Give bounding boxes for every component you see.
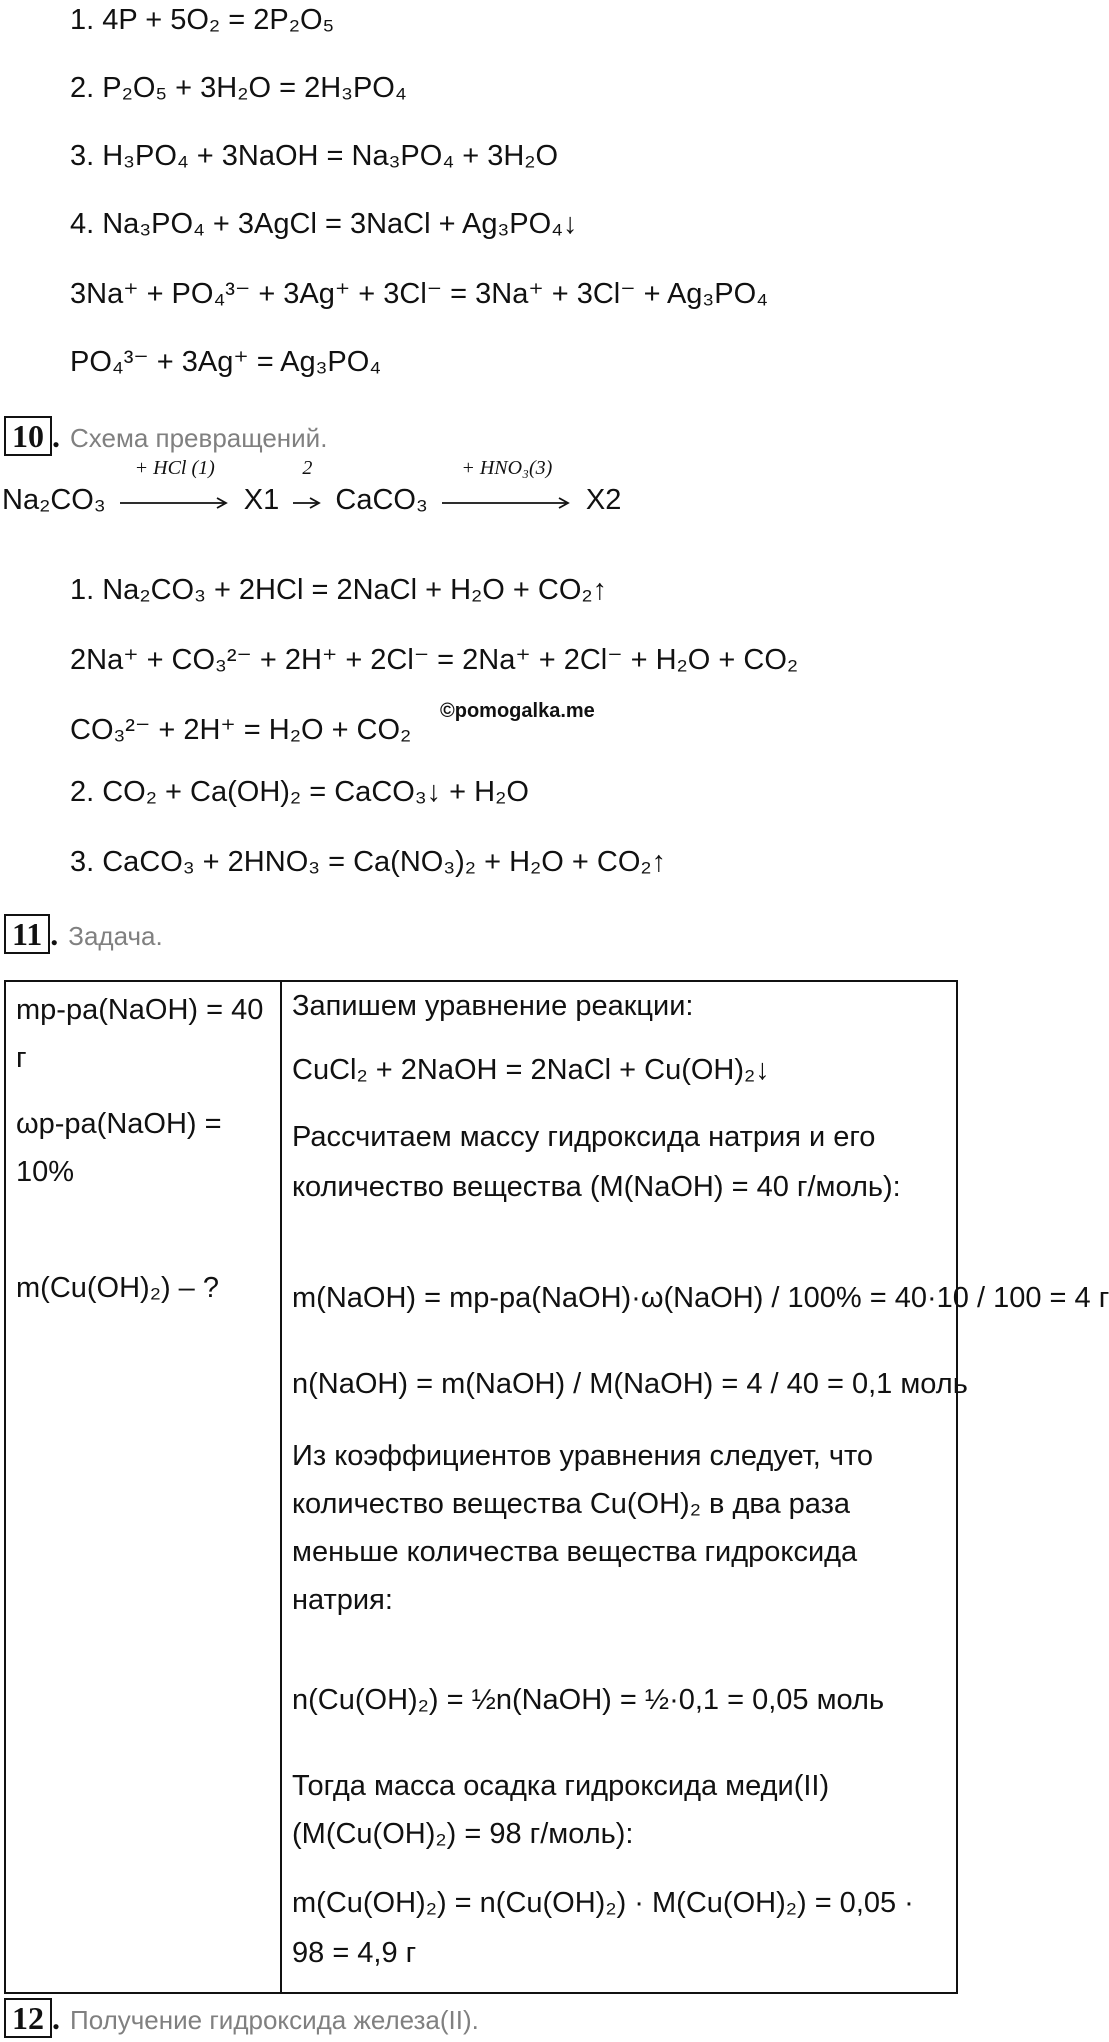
transformation-scheme [2, 456, 622, 518]
scheme-x2: X2 [585, 484, 622, 516]
scheme-x1: X1 [243, 484, 280, 516]
mass-calculation: m(NaOH) = mр-ра(NaOH)·ω(NaOH) / 100% = 40·10 / 100 = 4 г [292, 1282, 1109, 1314]
arrow-label: + HNO₃(3) [461, 456, 553, 479]
equation-line: 1. Na₂CO₃ + 2HCl = 2NaCl + H₂O + CO₂↑ [70, 574, 608, 606]
ionic-full-equation: 2Na⁺ + CO₃²⁻ + 2H⁺ + 2Cl⁻ = 2Na⁺ + 2Cl⁻ + H₂O + CO₂ [70, 644, 799, 676]
reaction-equation: CuCl₂ + 2NaOH = 2NaCl + Cu(OH)₂↓ [292, 1054, 770, 1086]
section-title: Схема превращений. [70, 423, 328, 453]
arrow-label: 2 [302, 456, 313, 479]
final-answer: m(Cu(OH)₂) = n(Cu(OH)₂) · M(Cu(OH)₂) = 0,05 · 98 = 4,9 г [292, 1887, 914, 1969]
given-column [5, 981, 281, 1993]
equation-line: 3. H₃PO₄ + 3NaOH = Na₃PO₄ + 3H₂O [70, 140, 559, 172]
section-number: 12 [4, 1998, 52, 2038]
equation-line: 2. P₂O₅ + 3H₂O = 2H₃PO₄ [70, 72, 407, 104]
section-title: Получение гидроксида железа(II). [70, 2005, 479, 2035]
find-value: m(Cu(OH)₂) – ? [16, 1272, 219, 1304]
arrow-label: + HCl (1) [134, 456, 215, 479]
mole-calculation: n(NaOH) = m(NaOH) / M(NaOH) = 4 / 40 = 0,1 моль [292, 1368, 968, 1400]
long-arrow-icon [120, 456, 230, 518]
solution-column [281, 981, 1109, 1993]
section-number: 11 [4, 914, 50, 954]
short-arrow-icon [293, 456, 321, 518]
ionic-full-equation: 3Na⁺ + PO₄³⁻ + 3Ag⁺ + 3Cl⁻ = 3Na⁺ + 3Cl⁻ + Ag₃PO₄ [70, 278, 768, 310]
solution-text: Из коэффициентов уравнения следует, что количество вещества Cu(OH)₂ в два раза меньше количества вещества гидроксида натрия: [292, 1440, 874, 1616]
equation-line: 2. CO₂ + Ca(OH)₂ = CaCO₃↓ + H₂O [70, 776, 529, 808]
equation-line: 1. 4P + 5O₂ = 2P₂O₅ [70, 4, 335, 36]
section-header-11: 11 . Задача. [4, 914, 163, 954]
section-header-12: 12 . Получение гидроксида железа(II). [4, 1998, 479, 2038]
given-mass-solution: mр-ра(NaOH) = 40 г [16, 994, 264, 1074]
section-title: Задача. [68, 921, 163, 951]
equation-line: 4. Na₃PO₄ + 3AgCl = 3NaCl + Ag₃PO₄↓ [70, 208, 578, 240]
scheme-start: Na₂CO₃ [2, 484, 106, 516]
section-header-10: 10 . Схема превращений. [4, 416, 327, 456]
solution-intro: Запишем уравнение реакции: [292, 990, 694, 1022]
ionic-short-equation: PO₄³⁻ + 3Ag⁺ = Ag₃PO₄ [70, 346, 382, 378]
given-fraction: ωр-ра(NaOH) = 10% [16, 1108, 222, 1188]
solution-text: Тогда масса осадка гидроксида меди(II) (M(Cu(OH)₂) = 98 г/моль): [292, 1770, 830, 1850]
long-arrow-icon [442, 456, 572, 518]
solution-text: Рассчитаем массу гидроксида натрия и его количество вещества (M(NaOH) = 40 г/моль): [292, 1121, 901, 1203]
scheme-mid: CaCO₃ [335, 484, 428, 516]
copper-hydroxide-moles: n(Cu(OH)₂) = ½n(NaOH) = ½·0,1 = 0,05 моль [292, 1684, 885, 1716]
watermark: ©pomogalka.me [440, 700, 595, 722]
equation-line: 3. CaCO₃ + 2HNO₃ = Ca(NO₃)₂ + H₂O + CO₂↑ [70, 846, 667, 878]
ionic-short-equation: CO₃²⁻ + 2H⁺ = H₂O + CO₂ [70, 714, 412, 746]
section-number: 10 [4, 416, 52, 456]
task-table [4, 980, 1109, 1994]
